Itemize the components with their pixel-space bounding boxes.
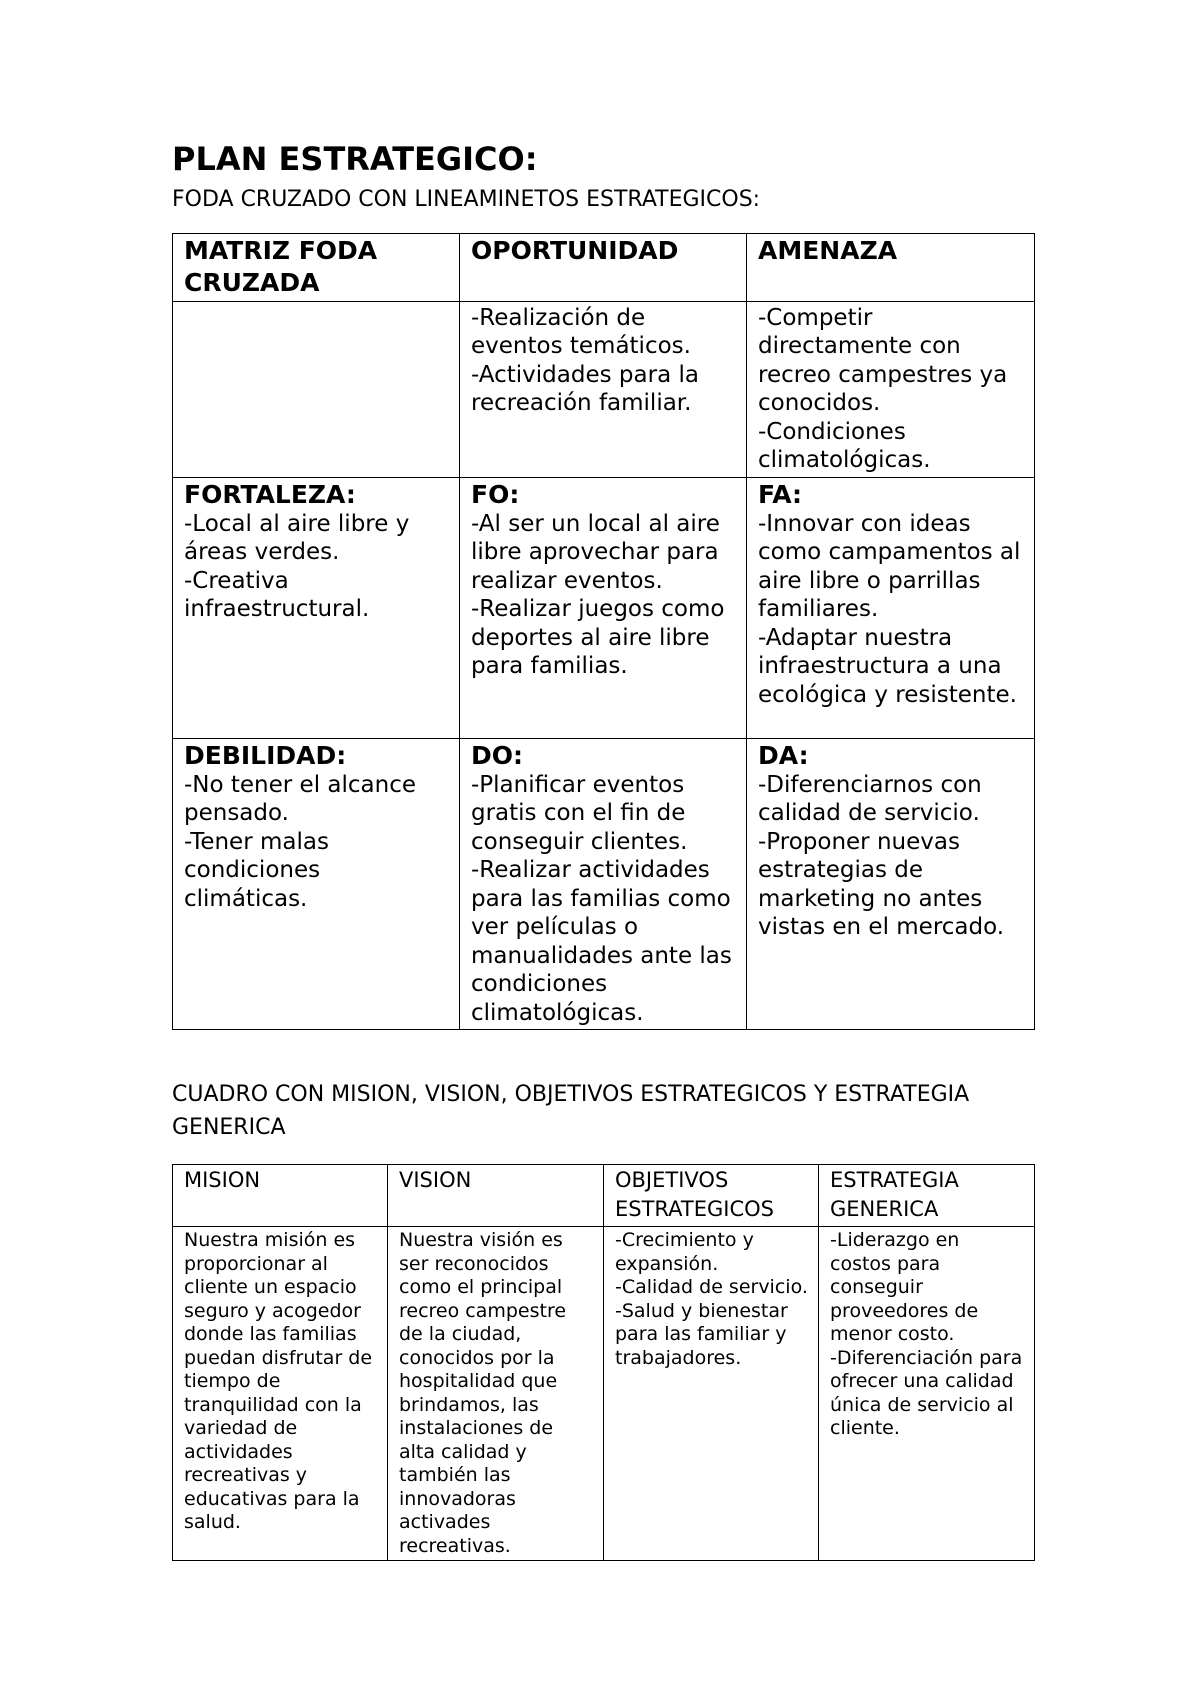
foda-cell-fa — [747, 477, 1035, 738]
cuadro-cell-estrategia — [819, 1227, 1035, 1561]
foda-cell-debilidad — [173, 738, 460, 1030]
list-item: -Realizar juegos como deportes al aire libre para familias. — [471, 596, 725, 680]
list-item: -No tener el alcance pensado. — [184, 771, 416, 827]
cuadro-cell-mision: Nuestra misión es proporcionar al cliente un espacio seguro y acogedor donde las familias puedan disfrutar de tiempo de tranquilidad con la variedad de actividades recreativas y educativas para la salud. — [173, 1227, 388, 1561]
list-item: -Crecimiento y expansión. — [615, 1229, 754, 1275]
foda-header-matriz: MATRIZ FODA CRUZADA — [173, 233, 460, 301]
list-item: -Realización de eventos temáticos. — [471, 304, 691, 360]
list-item: -Diferenciarnos con calidad de servicio. — [758, 771, 982, 827]
list-item: -Adaptar nuestra infraestructura a una ecológica y resistente. — [758, 624, 1017, 708]
foda-cell-fortaleza — [173, 477, 460, 738]
list-item: -Diferenciación para ofrecer una calidad única de servicio al cliente. — [830, 1346, 1023, 1440]
mision-vision-table — [172, 1164, 1035, 1561]
cell-heading: FA: — [758, 479, 803, 509]
page-subtitle: FODA CRUZADO CON LINEAMINETOS ESTRATEGICOS: — [172, 187, 761, 213]
cell-heading: FORTALEZA: — [184, 479, 356, 509]
list-item: -Planificar eventos gratis con el fin de conseguir clientes. — [471, 771, 688, 855]
list-item: -Realizar actividades para las familias como ver películas o manualidades ante las condiciones climatológicas. — [471, 857, 732, 1026]
list-item: -Local al aire libre y áreas verdes. — [184, 510, 410, 566]
foda-row-debilidad — [173, 738, 1035, 1030]
cell-heading: DA: — [758, 740, 809, 770]
list-item: -Actividades para la recreación familiar. — [471, 361, 699, 417]
foda-matrix-table — [172, 233, 1035, 1031]
page-title: PLAN ESTRATEGICO: — [172, 140, 538, 178]
cell-heading: DEBILIDAD: — [184, 740, 347, 770]
foda-cell-da — [747, 738, 1035, 1030]
list-item: -Tener malas condiciones climáticas. — [184, 828, 329, 912]
list-item: -Condiciones climatológicas. — [758, 418, 931, 474]
cuadro-header-row — [173, 1165, 1035, 1227]
foda-row-fortaleza — [173, 477, 1035, 738]
cuadro-header-vision: VISION — [388, 1165, 604, 1227]
list-item: -Salud y bienestar para las familiar y trabajadores. — [615, 1299, 788, 1369]
foda-header-oportunidad: OPORTUNIDAD — [460, 233, 747, 301]
section-title-cuadro: CUADRO CON MISION, VISION, OBJETIVOS ESTRATEGICOS Y ESTRATEGIA GENERICA — [172, 1082, 970, 1141]
foda-header-row — [173, 233, 1035, 301]
list-item: -Liderazgo en costos para conseguir proveedores de menor costo. — [830, 1229, 979, 1346]
list-item: -Competir directamente con recreo campestres ya conocidos. — [758, 304, 1008, 417]
cuadro-body-row — [173, 1227, 1035, 1561]
cell-heading: DO: — [471, 740, 524, 770]
cuadro-header-estrategia: ESTRATEGIA GENERICA — [819, 1165, 1035, 1227]
foda-header-amenaza: AMENAZA — [747, 233, 1035, 301]
list-item: -Al ser un local al aire libre aprovechar para realizar eventos. — [471, 510, 720, 594]
cuadro-header-mision: MISION — [173, 1165, 388, 1227]
foda-cell-oportunidades — [460, 301, 747, 477]
document-page — [172, 140, 1034, 1561]
cuadro-cell-objetivos — [604, 1227, 819, 1561]
foda-cell-fo — [460, 477, 747, 738]
cuadro-cell-vision: Nuestra visión es ser reconocidos como el principal recreo campestre de la ciudad, conocidos por la hospitalidad que brindamos, las instalaciones de alta calidad y también las innovadoras activades recreativas. — [388, 1227, 604, 1561]
foda-cell-amenazas — [747, 301, 1035, 477]
foda-empty-cell — [173, 301, 460, 477]
cuadro-header-objetivos: OBJETIVOS ESTRATEGICOS — [604, 1165, 819, 1227]
foda-row-oportunidad-amenaza — [173, 301, 1035, 477]
foda-cell-do — [460, 738, 747, 1030]
cell-heading: FO: — [471, 479, 520, 509]
list-item: -Proponer nuevas estrategias de marketing no antes vistas en el mercado. — [758, 828, 1005, 941]
list-item: -Calidad de servicio. — [615, 1276, 808, 1299]
list-item: -Innovar con ideas como campamentos al aire libre o parrillas familiares. — [758, 510, 1021, 623]
list-item: -Creativa infraestructural. — [184, 567, 370, 623]
